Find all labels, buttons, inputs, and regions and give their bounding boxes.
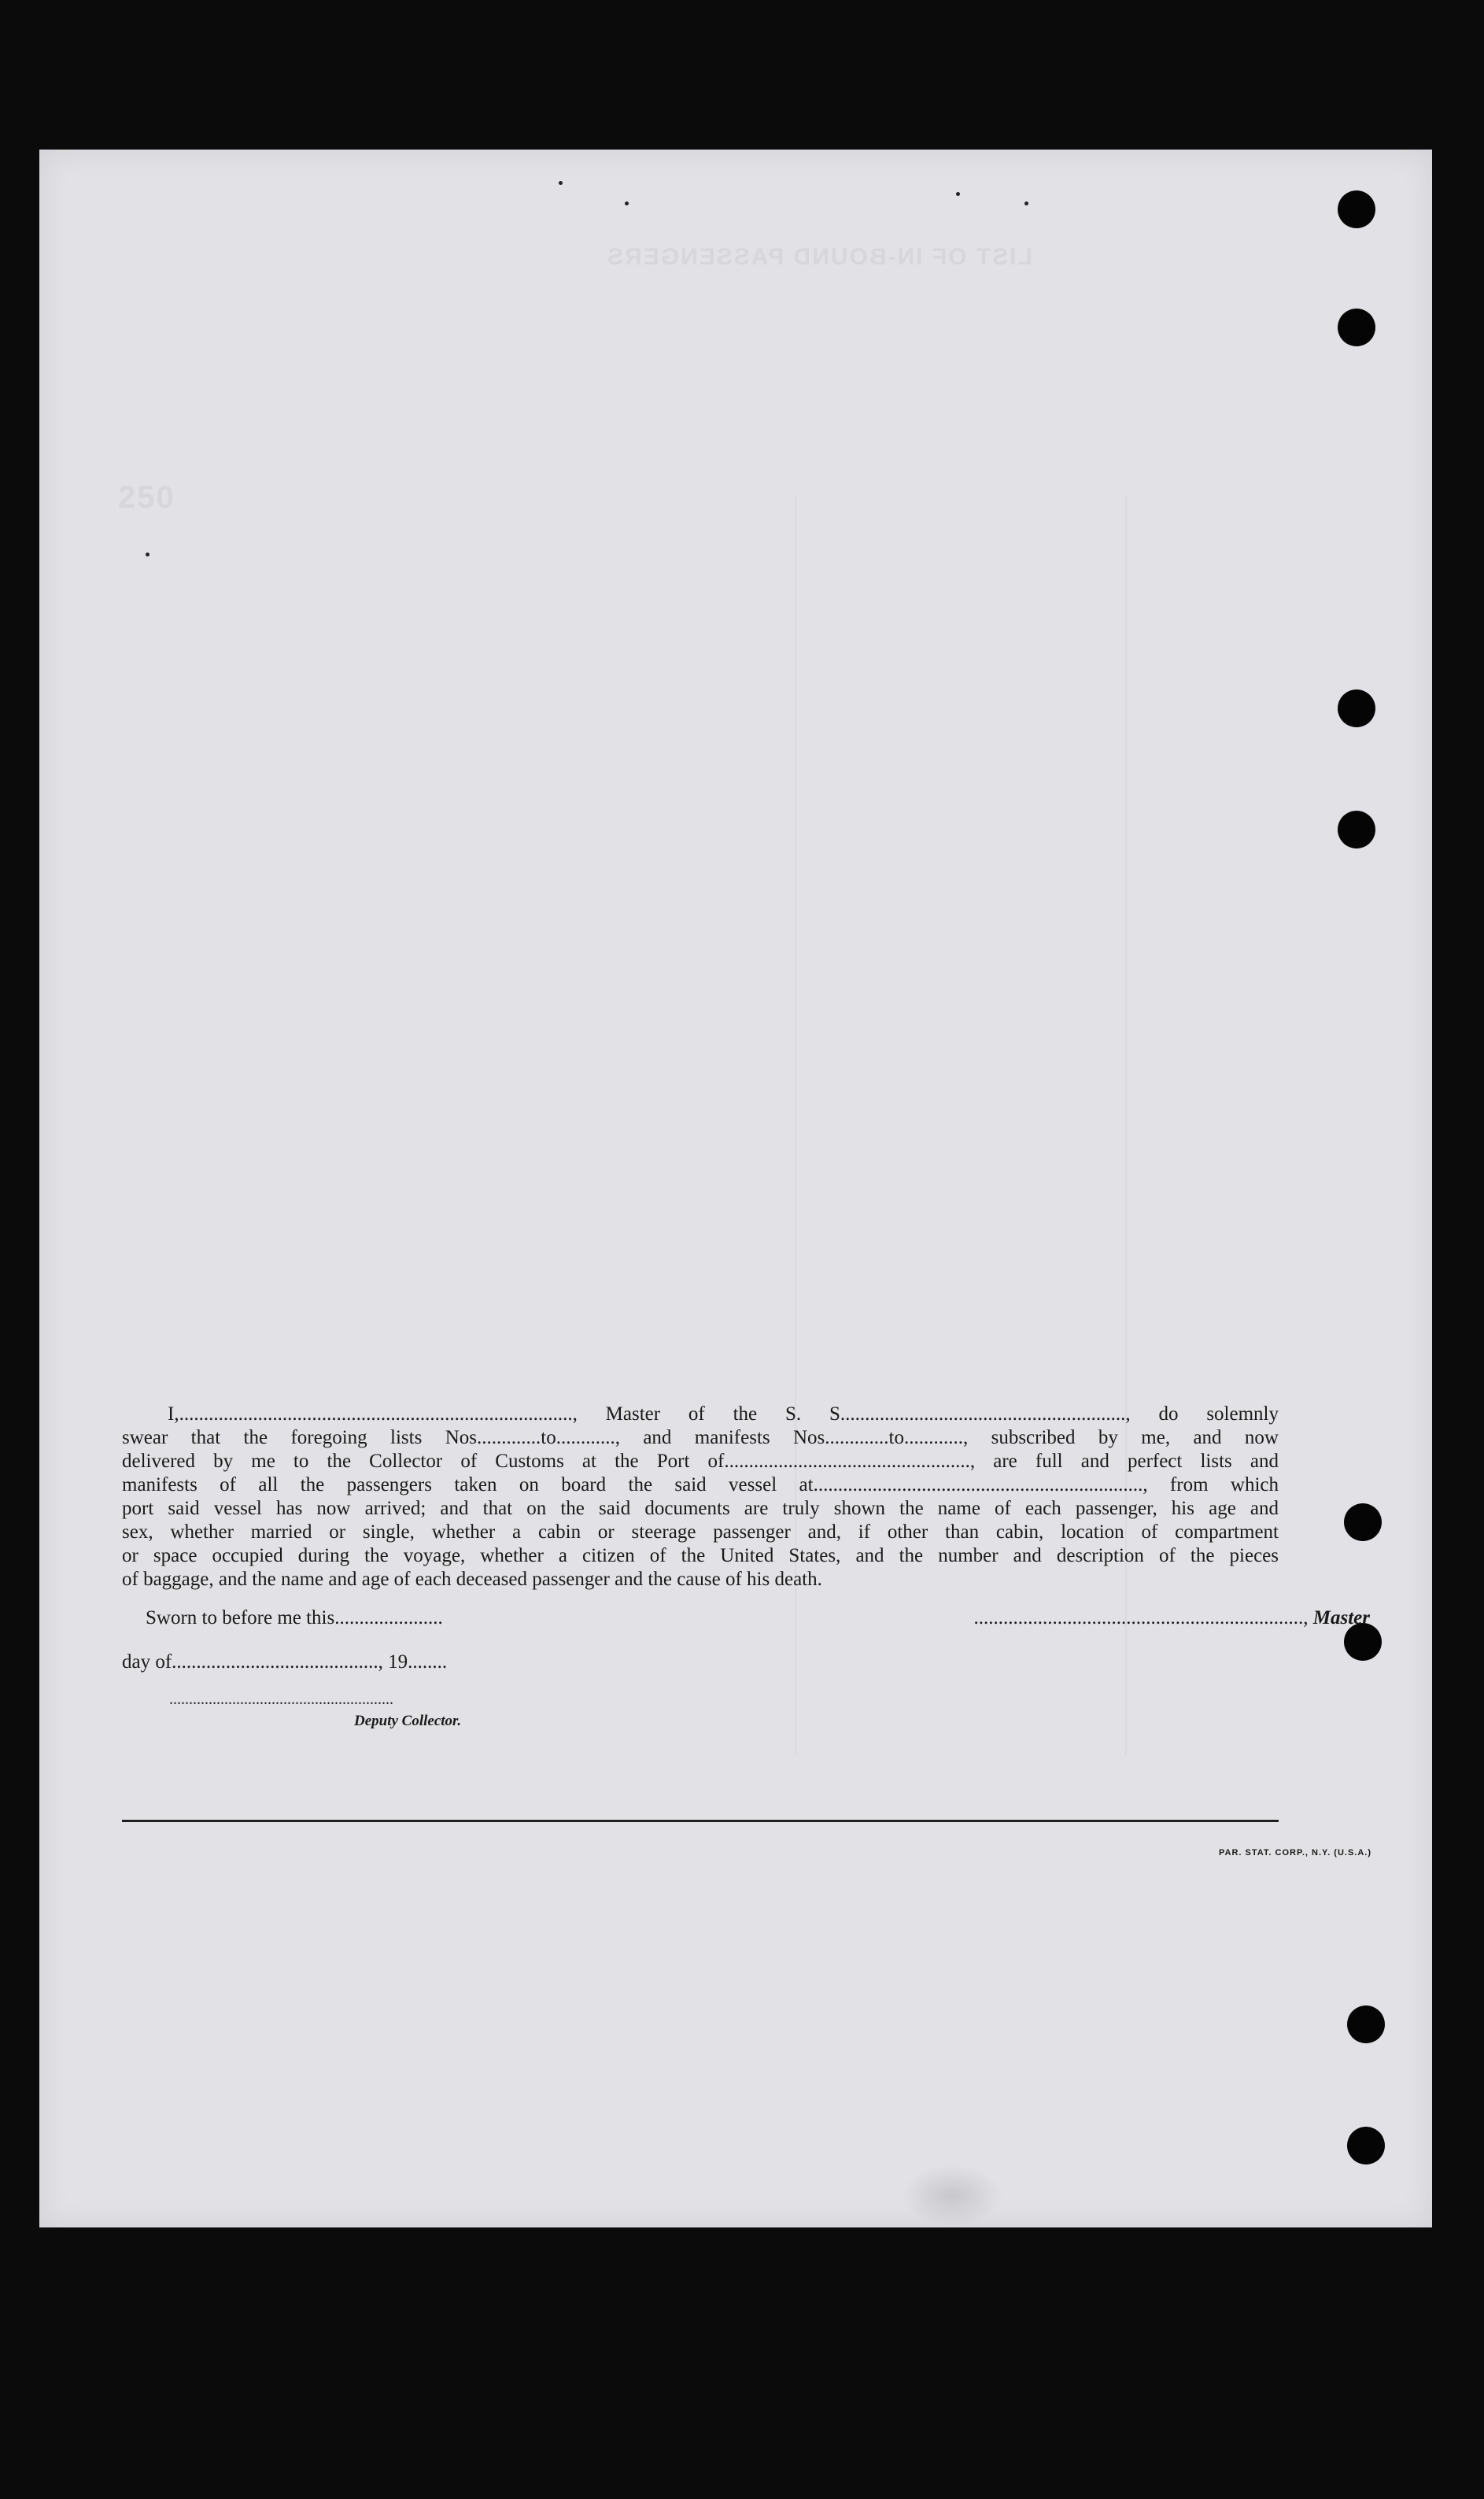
- master-signature-dots: ...................................................................,: [973, 1607, 1313, 1628]
- horizontal-rule: [122, 1820, 1279, 1822]
- oath-line: port said vessel has now arrived; and that on the said documents are truly shown the name of each passenger, his age and: [122, 1498, 1279, 1519]
- speck: [146, 553, 150, 556]
- deputy-collector-label: Deputy Collector.: [354, 1713, 462, 1729]
- speck: [625, 201, 629, 205]
- speck: [559, 181, 563, 185]
- bleed-through-text: LIST OF IN-BOUND PASSENGERS: [606, 244, 1032, 270]
- oath-line: swear that the foregoing lists Nos.............to............, and manifests Nos.............to............, subscribed by me, and now: [122, 1427, 1279, 1448]
- master-signature-line: [974, 1607, 1370, 1629]
- sworn-line: Sworn to before me this......................: [146, 1607, 443, 1628]
- oath-line: of baggage, and the name and age of each deceased passenger and the cause of his death.: [122, 1569, 822, 1590]
- oath-line: manifests of all the passengers taken on board the said vessel at..................................................................., from which: [122, 1474, 1279, 1495]
- deputy-signature-dots: .........................................................: [169, 1691, 393, 1708]
- oath-line: sex, whether married or single, whether a cabin or steerage passenger and, if other than cabin, location of compartment: [122, 1521, 1279, 1543]
- punch-hole: [1338, 190, 1375, 228]
- speck: [956, 192, 960, 196]
- printer-mark: PAR. STAT. CORP., N.Y. (U.S.A.): [1219, 1848, 1371, 1858]
- punch-hole: [1338, 689, 1375, 727]
- oath-line: I,................................................................................, Master of the S. S.........................................................., do solemnly: [168, 1403, 1279, 1425]
- punch-hole: [1347, 2005, 1385, 2043]
- speck: [1024, 201, 1028, 205]
- punch-hole: [1338, 309, 1375, 346]
- day-line: day of.........................................., 19........: [122, 1651, 448, 1673]
- oath-paragraph: [122, 1403, 1279, 1591]
- oath-line: or space occupied during the voyage, whether a citizen of the United States, and the number and description of the pieces: [122, 1545, 1279, 1566]
- oath-line: delivered by me to the Collector of Customs at the Port of.................................................., are full and perfect lists and: [122, 1451, 1279, 1472]
- punch-hole: [1347, 2127, 1385, 2164]
- bleed-through-number: 250: [118, 480, 175, 515]
- punch-hole: [1344, 1503, 1382, 1541]
- master-label: Master: [1312, 1607, 1370, 1628]
- document-page: [39, 150, 1432, 2227]
- punch-hole: [1338, 811, 1375, 848]
- smudge: [901, 2164, 1003, 2227]
